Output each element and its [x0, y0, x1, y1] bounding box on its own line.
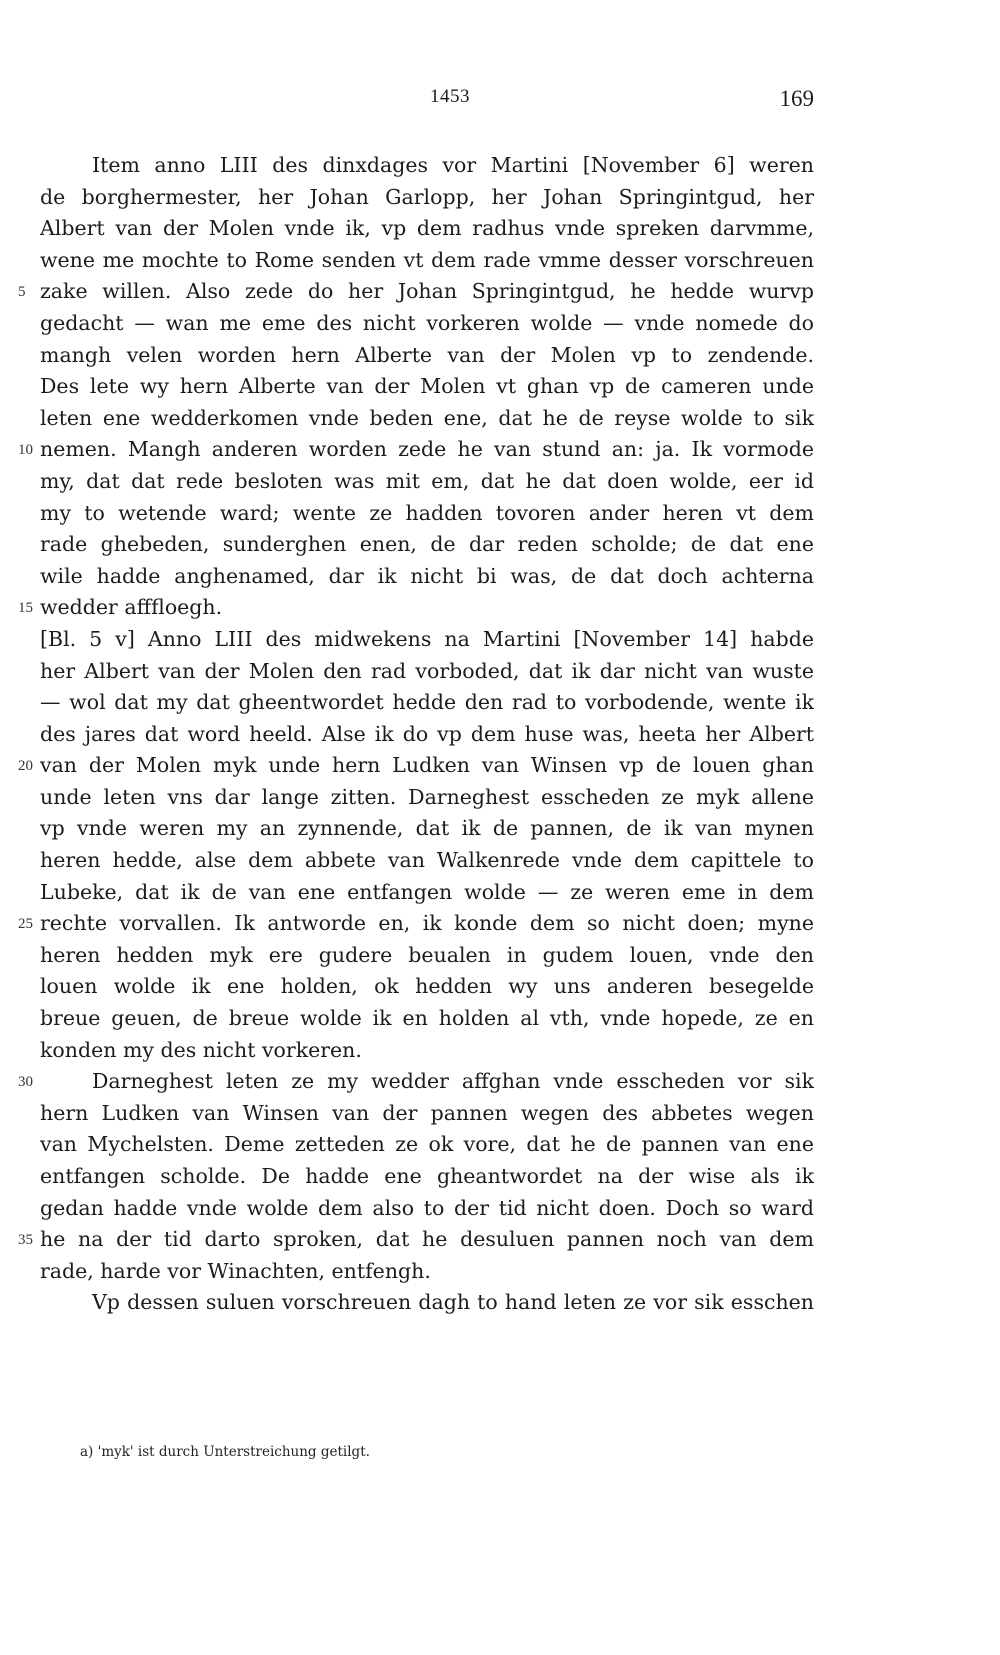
- line-text: rade ghebeden, sunderghen enen, de dar reden scholde; de dat ene: [40, 532, 814, 557]
- line-text: Lubeke, dat ik de van ene entfangen wolde — ze weren eme in dem: [40, 879, 814, 904]
- text-line: [40, 403, 814, 435]
- line-text: Albert van der Molen vnde ik, vp dem radhus vnde spreken darvmme,: [40, 216, 814, 241]
- text-line: [40, 1193, 814, 1225]
- text-line: [18, 276, 814, 308]
- text-line: [40, 624, 814, 656]
- text-line: [40, 245, 814, 277]
- text-line: [40, 182, 814, 214]
- line-number: 30: [18, 1074, 33, 1091]
- text-line: [40, 213, 814, 245]
- text-line: [40, 1287, 814, 1319]
- body-text: [18, 150, 814, 1319]
- line-text: mangh velen worden hern Alberte van der Molen vp to zendende.: [40, 342, 814, 367]
- line-text: Vp dessen suluen vorschreuen dagh to hand leten ze vor sik esschen: [92, 1290, 814, 1315]
- text-line: [40, 340, 814, 372]
- line-text: konden my des nicht vorkeren.: [40, 1037, 362, 1062]
- line-text: gedacht — wan me eme des nicht vorkeren wolde — vnde nomede do: [40, 310, 814, 335]
- text-line: [18, 1224, 814, 1256]
- line-text: unde leten vns dar lange zitten. Darneghest esscheden ze myk allene: [40, 784, 814, 809]
- line-number: 25: [18, 916, 33, 933]
- line-text: wene me mochte to Rome senden vt dem rade vmme desser vorschreuen: [40, 247, 814, 272]
- line-text: leten ene wedderkomen vnde beden ene, dat he de reyse wolde to sik: [40, 405, 814, 430]
- line-text: — wol dat my dat gheentwordet hedde den rad to vorbodende, wente ik: [40, 690, 814, 715]
- page-number: 169: [779, 86, 814, 111]
- line-text: wile hadde anghenamed, dar ik nicht bi was, de dat doch achterna: [40, 563, 814, 588]
- text-line: [40, 877, 814, 909]
- line-text: Darneghest leten ze my wedder affghan vnde esscheden vor sik: [92, 1069, 814, 1094]
- text-line: [40, 466, 814, 498]
- text-line: [40, 1256, 814, 1288]
- line-text: vp vnde weren my an zynnende, dat ik de pannen, de ik van mynen: [40, 816, 814, 841]
- line-text: van der Molen myk unde hern Ludken van Winsen vp de louen ghan: [40, 753, 814, 778]
- line-text: rade, harde vor Winachten, entfengh.: [40, 1258, 431, 1283]
- text-line: [40, 561, 814, 593]
- text-line: [40, 308, 814, 340]
- text-line: [40, 940, 814, 972]
- text-line: [40, 529, 814, 561]
- text-line: [40, 719, 814, 751]
- text-line: [18, 1066, 814, 1098]
- line-text: entfangen scholde. De hadde ene gheantwordet na der wise als ik: [40, 1164, 814, 1188]
- text-line: [40, 845, 814, 877]
- line-text: zake willen. Also zede do her Johan Springintgud, he hedde wurvp: [40, 279, 814, 304]
- line-text: louen wolde ik ene holden, ok hedden wy uns anderen besegelde: [40, 974, 814, 999]
- line-text: van Mychelsten. Deme zetteden ze ok vore, dat he de pannen van ene: [40, 1132, 814, 1157]
- text-line: [40, 1161, 814, 1193]
- line-text: [Bl. 5 v] Anno LIII des midwekens na Martini [November 14] habde: [40, 626, 814, 651]
- text-line: [40, 1129, 814, 1161]
- line-text: rechte vorvallen. Ik antworde en, ik konde dem so nicht doen; myne: [40, 911, 814, 936]
- line-text: her Albert van der Molen den rad vorboded, dat ik dar nicht van wuste: [40, 658, 814, 683]
- text-line: [40, 1035, 814, 1067]
- line-text: he na der tid darto sproken, dat he desuluen pannen noch van dem: [40, 1227, 814, 1252]
- line-text: wedder afffloegh.: [40, 595, 223, 620]
- text-line: [40, 498, 814, 530]
- line-text: des jares dat word heeld. Alse ik do vp dem huse was, heeta her Albert: [40, 721, 814, 746]
- line-text: hern Ludken van Winsen van der pannen wegen des abbetes wegen: [40, 1100, 814, 1125]
- line-text: heren hedden myk ere gudere beualen in gudem louen, vnde den: [40, 942, 814, 967]
- text-line: [18, 750, 814, 782]
- line-text: gedan hadde vnde wolde dem also to der tid nicht doen. Doch so ward: [40, 1195, 814, 1220]
- text-line: [40, 813, 814, 845]
- line-number: 5: [18, 284, 26, 301]
- text-line: [40, 150, 814, 182]
- line-text: my to wetende ward; wente ze hadden tovoren ander heren vt dem: [40, 500, 814, 525]
- line-text: my, dat dat rede besloten was mit em, dat he dat doen wolde, eer id: [40, 468, 814, 493]
- line-text: de borghermester, her Johan Garlopp, her Johan Springintgud, her: [40, 184, 814, 209]
- line-text: Des lete wy hern Alberte van der Molen vt ghan vp de cameren unde: [40, 374, 814, 399]
- text-line: [40, 782, 814, 814]
- text-line: [18, 592, 814, 624]
- line-number: 10: [18, 442, 33, 459]
- line-text: breue geuen, de breue wolde ik en holden al vth, vnde hopede, ze en: [40, 1006, 814, 1031]
- line-number: 20: [18, 758, 33, 775]
- footnote: a) 'myk' ist durch Unterstreichung getilgt.: [80, 1444, 370, 1460]
- text-line: [18, 908, 814, 940]
- text-line: [40, 656, 814, 688]
- line-number: 35: [18, 1232, 33, 1249]
- line-text: nemen. Mangh anderen worden zede he van stund an: ja. Ik vormode: [40, 437, 814, 462]
- running-header-year: 1453: [430, 86, 470, 107]
- line-number: 15: [18, 600, 33, 617]
- text-line: [40, 371, 814, 403]
- line-text: Item anno LIII des dinxdages vor Martini [November 6] weren: [92, 153, 814, 177]
- text-line: [40, 1098, 814, 1130]
- text-line: [40, 1003, 814, 1035]
- text-line: [40, 687, 814, 719]
- text-line: [18, 434, 814, 466]
- line-text: heren hedde, alse dem abbete van Walkenrede vnde dem capittele to: [40, 848, 814, 873]
- text-line: [40, 971, 814, 1003]
